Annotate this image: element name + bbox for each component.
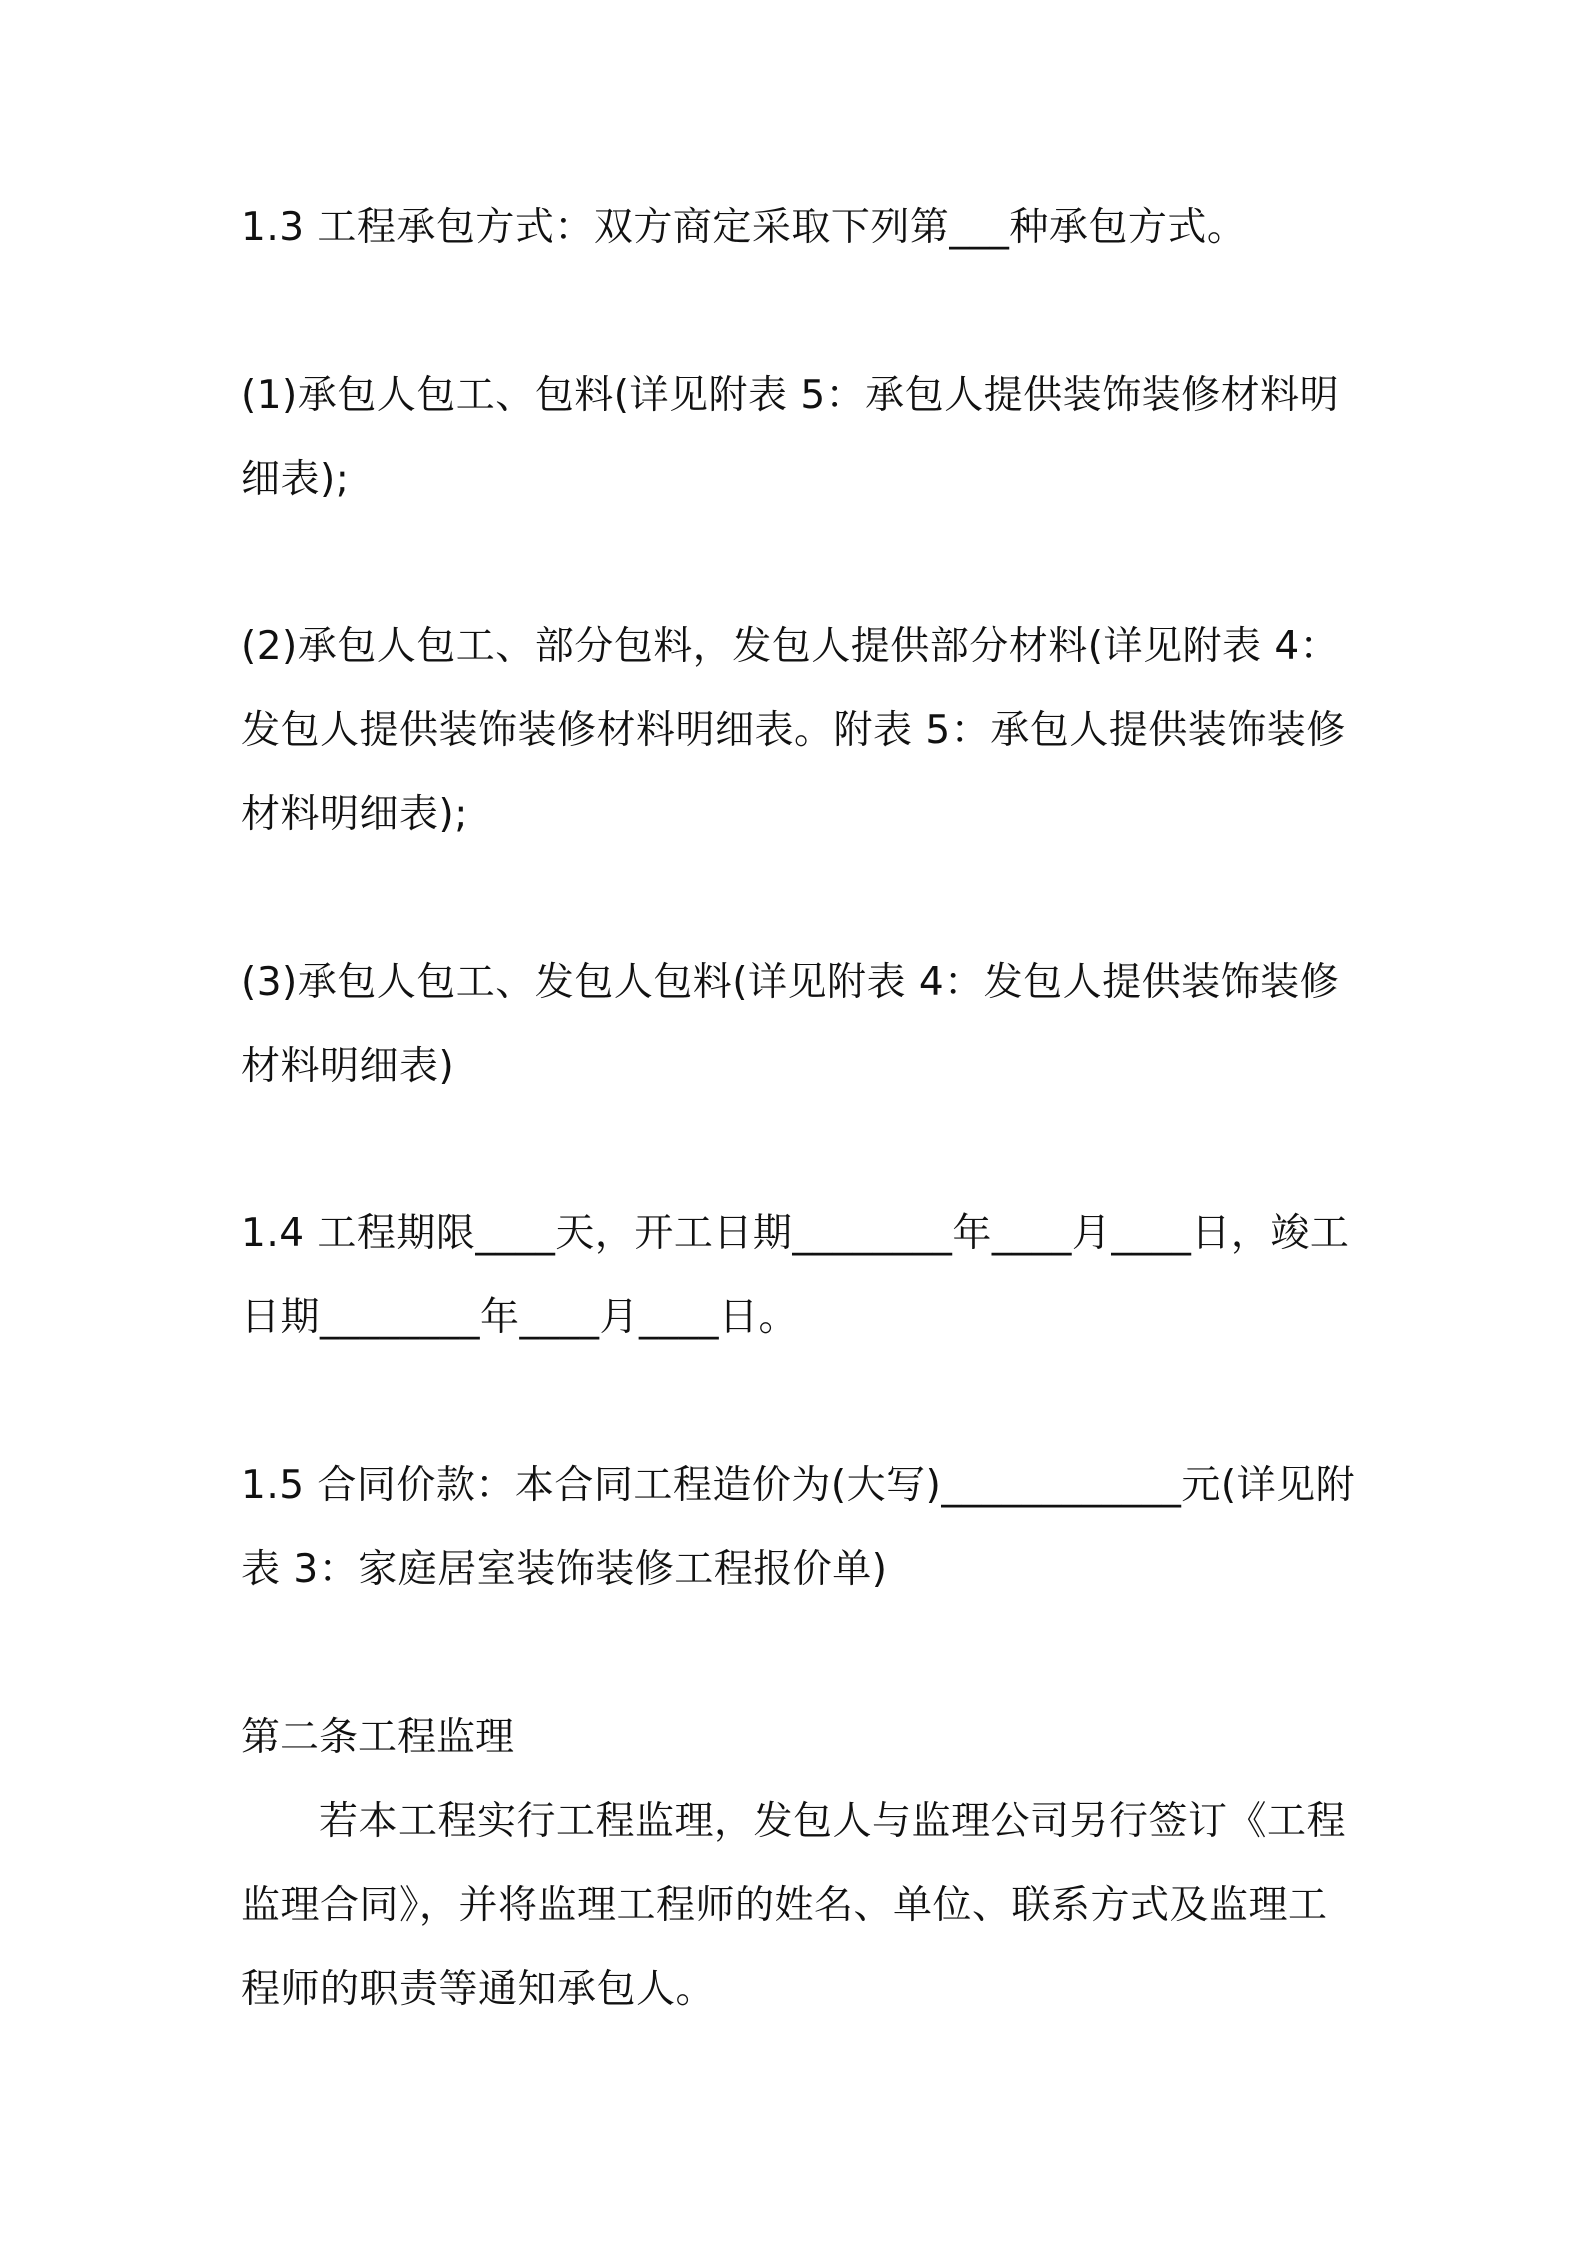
clause-option-1: (1)承包人包工、包料(详见附表 5：承包人提供装饰装修材料明细表); [241, 373, 1340, 502]
clause-option-3: (3)承包人包工、发包人包料(详见附表 4：发包人提供装饰装修材料明细表) [241, 960, 1340, 1089]
clause-1-5-contract-price: 1.5 合同价款：本合同工程造价为(大写)____________元(详见附表 3：家庭居室装饰装修工程报价单) [241, 1463, 1356, 1592]
clause-1-4-duration: 1.4 工程期限____天，开工日期________年____月____日，竣工日期________年____月____日。 [241, 1211, 1350, 1340]
clause-option-2: (2)承包人包工、部分包料，发包人提供部分材料(详见附表 4：发包人提供装饰装修材料明细表。附表 5：承包人提供装饰装修材料明细表); [241, 624, 1346, 837]
clause-1-3-contract-method: 1.3 工程承包方式：双方商定采取下列第___种承包方式。 [241, 205, 1247, 250]
article-2-heading: 第二条工程监理 [241, 1715, 515, 1760]
article-2-body: 若本工程实行工程监理，发包人与监理公司另行签订《工程监理合同》，并将监理工程师的姓名、单位、联系方式及监理工程师的职责等通知承包人。 [241, 1799, 1347, 2012]
